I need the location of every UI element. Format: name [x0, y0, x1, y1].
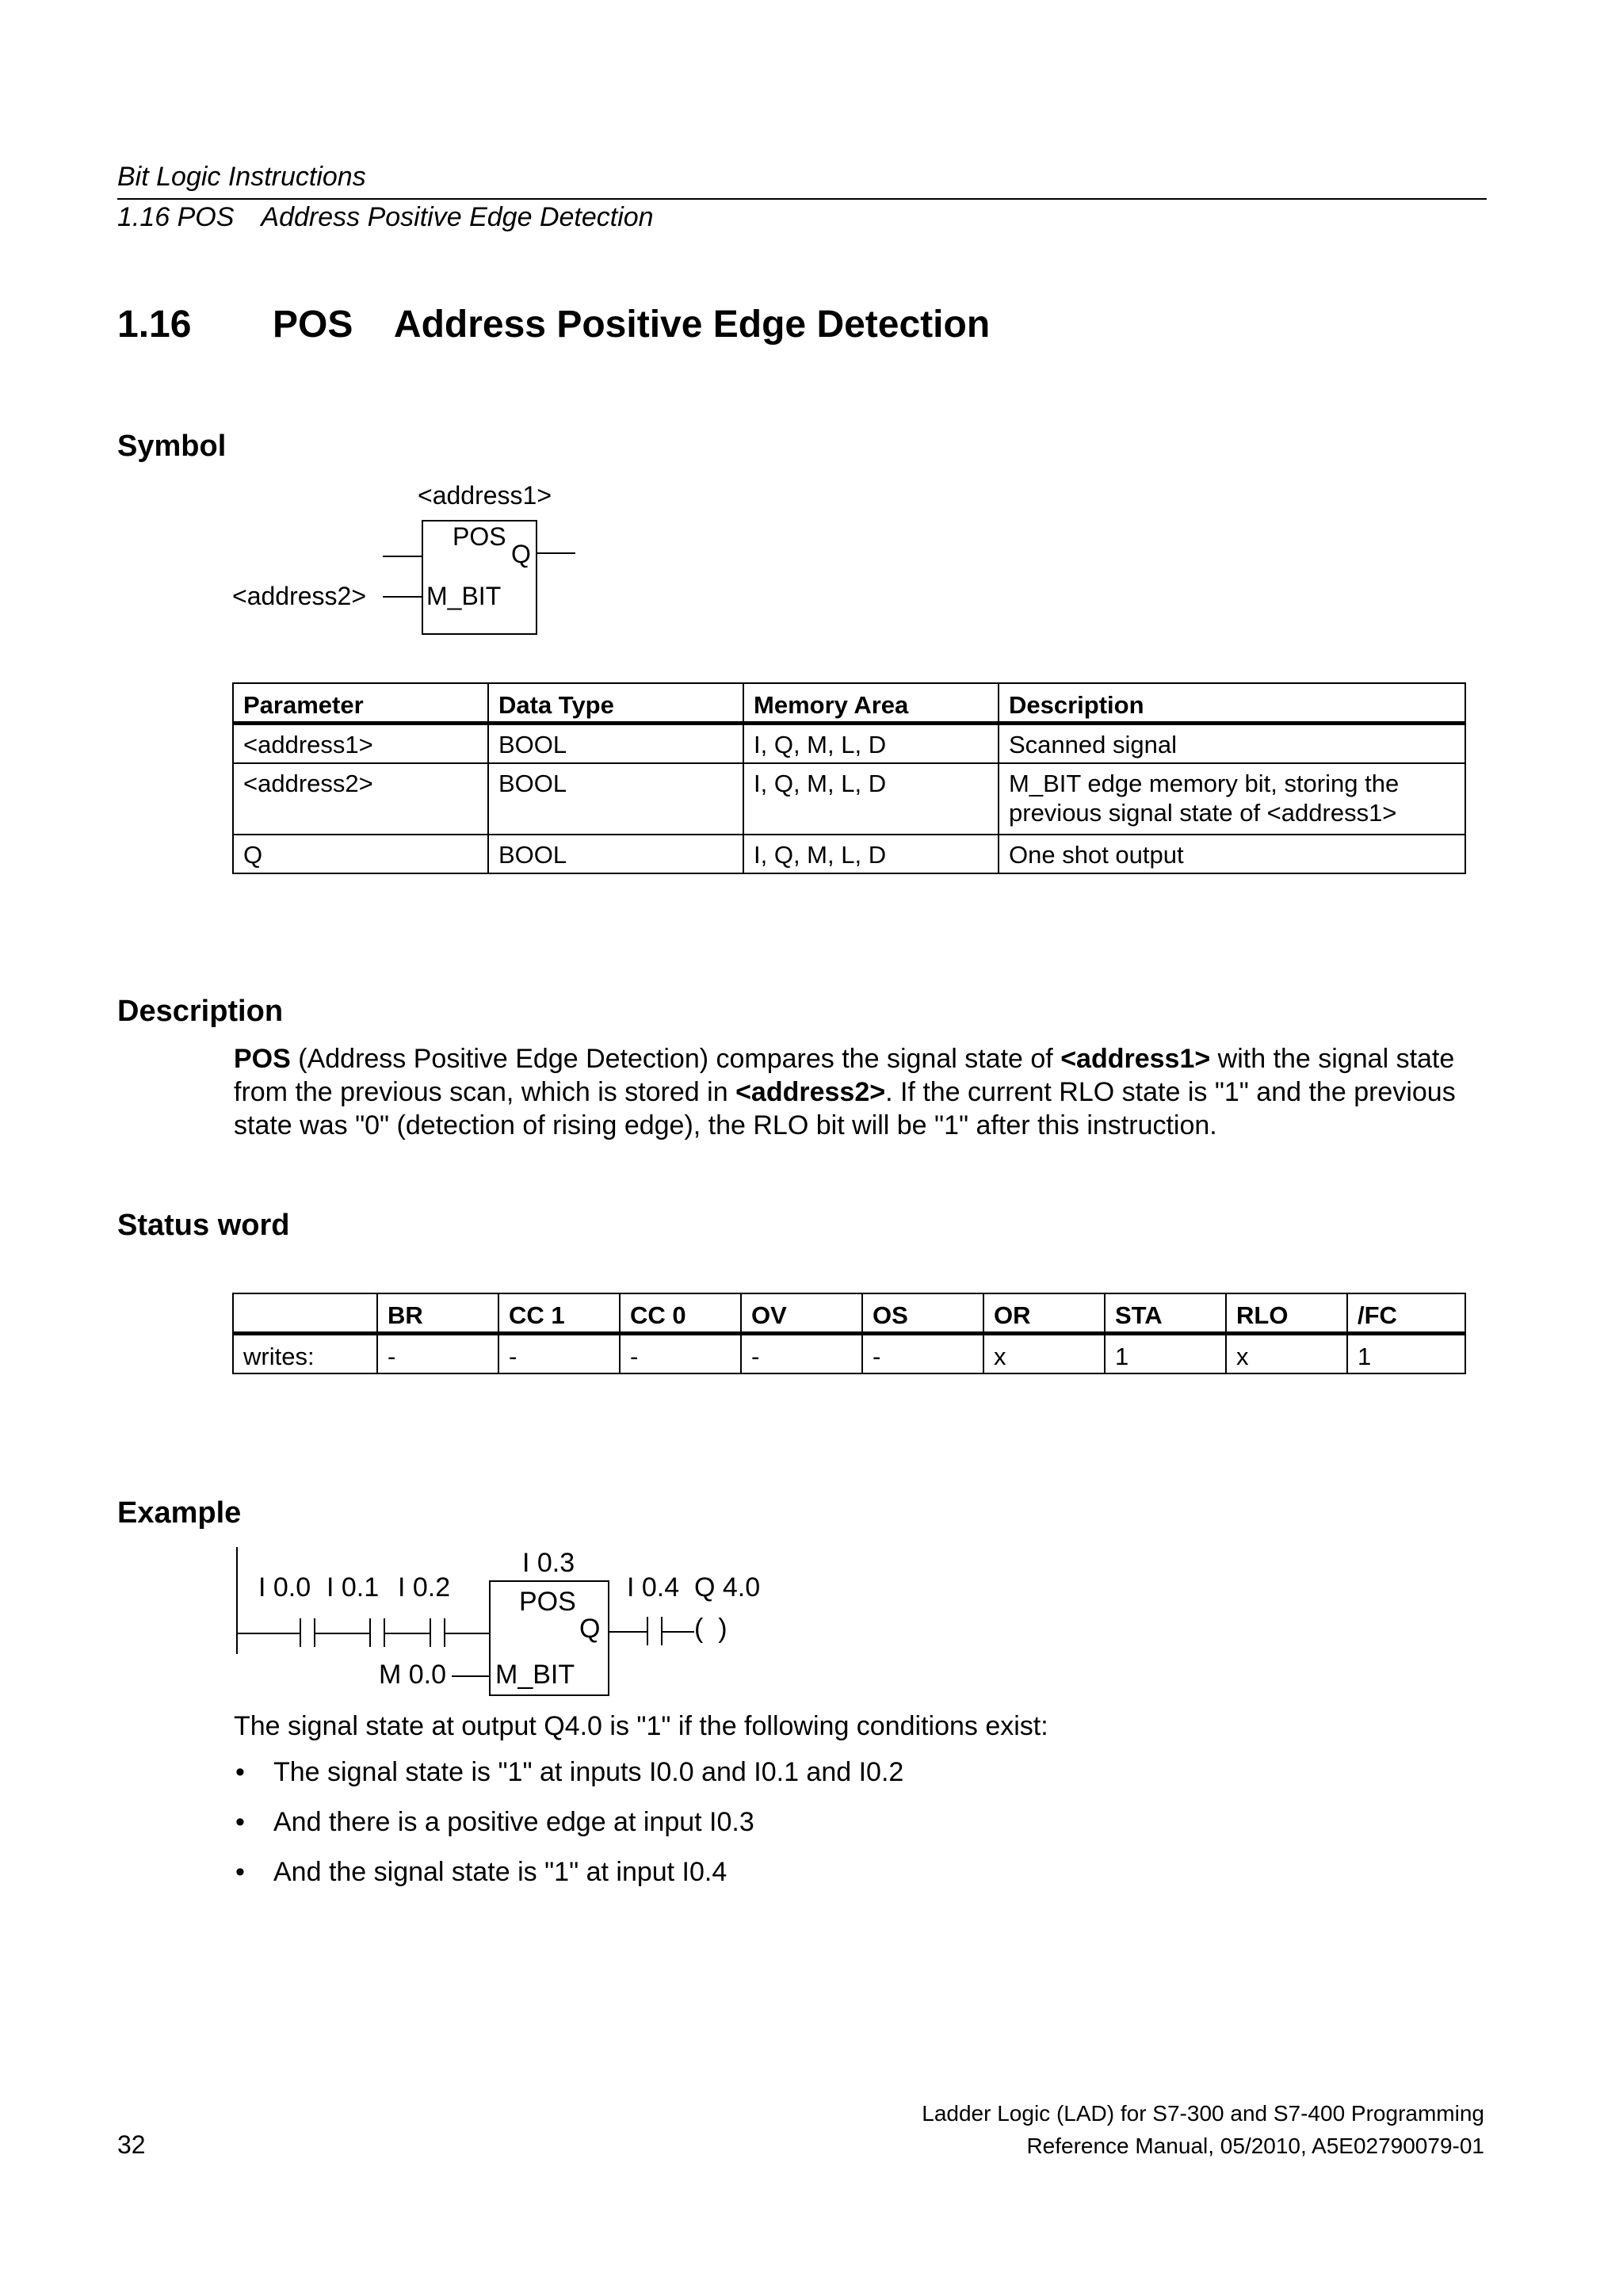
cell-memory-area: I, Q, M, L, D [743, 763, 999, 835]
bullet-dot: • [235, 1857, 245, 1887]
list-item [234, 1855, 903, 1905]
contact-i02-right-plate [444, 1618, 445, 1647]
symbol-address1-label: <address1> [418, 481, 552, 510]
cell-data-type: BOOL [488, 763, 743, 835]
table-row [233, 1334, 1465, 1374]
status-cell-os: - [862, 1334, 983, 1374]
cell-memory-area: I, Q, M, L, D [743, 724, 999, 764]
rung-wire [608, 1631, 647, 1633]
rung-wire [444, 1633, 489, 1634]
cell-data-type: BOOL [488, 835, 743, 873]
status-cell-sta: 1 [1105, 1334, 1226, 1374]
status-col-sta: STA [1105, 1293, 1226, 1334]
section-number: 1.16 [117, 304, 192, 346]
description-heading: Description [117, 995, 284, 1028]
col-parameter: Parameter [233, 683, 488, 724]
contact-i02-left-plate [430, 1618, 431, 1647]
parameter-table-header [233, 683, 1465, 724]
status-cell-cc1: - [498, 1334, 620, 1374]
symbol-heading: Symbol [117, 430, 227, 463]
rung-wire [661, 1631, 694, 1633]
col-data-type: Data Type [488, 683, 743, 724]
cell-description: One shot output [999, 835, 1465, 873]
symbol-pos-title: POS [453, 522, 506, 551]
status-cell-rlo: x [1226, 1334, 1347, 1374]
cell-parameter: <address2> [233, 763, 488, 835]
rung-wire [236, 1633, 300, 1634]
status-word-table [232, 1293, 1466, 1374]
status-cell-label: writes: [233, 1334, 377, 1374]
bullet-dot: • [235, 1757, 245, 1787]
description-pos-term: POS [234, 1044, 291, 1074]
status-word-heading: Status word [117, 1209, 290, 1242]
list-item [234, 1755, 903, 1805]
coil-q40: ( ) [694, 1614, 727, 1644]
cell-description: M_BIT edge memory bit, storing the previous signal state of <address1> [999, 763, 1465, 835]
symbol-output-wire [536, 552, 575, 554]
contact-i04-right-plate [661, 1617, 663, 1645]
col-description: Description [999, 683, 1465, 724]
status-col-br: BR [377, 1293, 498, 1334]
list-item-text: And there is a positive edge at input I0.3 [273, 1807, 754, 1837]
cell-data-type: BOOL [488, 724, 743, 764]
status-col-or: OR [983, 1293, 1105, 1334]
example-mbit-pin: M_BIT [495, 1660, 575, 1690]
example-intro: The signal state at output Q4.0 is "1" if the following conditions exist: [234, 1711, 1048, 1741]
cell-description: Scanned signal [999, 724, 1465, 764]
description-text-3: . If the current RLO state is "1" and the previous state was "0" (detection of rising edge), the RLO bit will be "1" after this instruction. [234, 1077, 1456, 1140]
description-address1-term: <address1> [1060, 1044, 1211, 1074]
running-header-section [117, 201, 654, 233]
cell-parameter: Q [233, 835, 488, 873]
symbol-mbit-wire [383, 596, 422, 598]
contact-label-i04: I 0.4 [627, 1572, 680, 1603]
list-item [234, 1805, 903, 1855]
example-mbit-wire [452, 1675, 489, 1677]
running-header-section-number: 1.16 POS [117, 202, 235, 232]
col-memory-area: Memory Area [743, 683, 999, 724]
status-cell-ov: - [741, 1334, 862, 1374]
contact-label-i01: I 0.1 [327, 1572, 380, 1603]
description-text-2: with the signal state from the previous scan, which is stored in [234, 1044, 1455, 1107]
cell-memory-area: I, Q, M, L, D [743, 835, 999, 873]
status-cell-fc: 1 [1347, 1334, 1465, 1374]
description-address2-term: <address2> [735, 1077, 886, 1107]
symbol-mbit-pin: M_BIT [426, 582, 502, 610]
running-header-chapter: Bit Logic Instructions [117, 162, 366, 192]
rung-wire [384, 1633, 430, 1634]
description-paragraph [234, 1042, 1494, 1142]
status-col-os: OS [862, 1293, 983, 1334]
example-pos-box [489, 1580, 609, 1696]
cell-parameter: <address1> [233, 724, 488, 764]
example-q-label: Q [579, 1614, 601, 1644]
contact-i00-left-plate [300, 1618, 301, 1647]
symbol-input-wire [383, 556, 422, 557]
contact-label-i02: I 0.2 [398, 1572, 451, 1603]
table-row [233, 835, 1465, 873]
footer-manual-reference: Reference Manual, 05/2010, A5E02790079-01 [1026, 2134, 1484, 2158]
example-pos-address: I 0.3 [522, 1548, 575, 1578]
status-col-ov: OV [741, 1293, 862, 1334]
status-cell-or: x [983, 1334, 1105, 1374]
page-number: 32 [117, 2130, 146, 2159]
example-mbit-address: M 0.0 [379, 1660, 447, 1690]
rung-wire [314, 1633, 369, 1634]
status-col-cc1: CC 1 [498, 1293, 620, 1334]
header-rule [117, 198, 1487, 200]
contact-label-i00: I 0.0 [258, 1572, 311, 1603]
ladder-power-rail [236, 1547, 238, 1654]
description-text-1: (Address Positive Edge Detection) compares the signal state of [290, 1044, 1061, 1074]
example-pos-title: POS [519, 1587, 576, 1617]
running-header-section-title: Address Positive Edge Detection [261, 202, 654, 232]
symbol-address2-label: <address2> [232, 582, 367, 610]
parameter-table [232, 682, 1466, 874]
bullet-dot: • [235, 1807, 245, 1837]
coil-label-q40: Q 4.0 [694, 1572, 761, 1603]
status-col-cc0: CC 0 [620, 1293, 741, 1334]
example-heading: Example [117, 1496, 242, 1530]
status-cell-cc0: - [620, 1334, 741, 1374]
section-title: POS Address Positive Edge Detection [273, 304, 991, 346]
contact-i04-left-plate [647, 1617, 648, 1645]
status-col-rlo: RLO [1226, 1293, 1347, 1334]
symbol-q-label: Q [511, 540, 531, 568]
contact-i00-right-plate [314, 1618, 315, 1647]
status-col-fc: /FC [1347, 1293, 1465, 1334]
status-cell-br: - [377, 1334, 498, 1374]
status-word-header [233, 1293, 1465, 1334]
status-col-label [233, 1293, 377, 1334]
footer-manual-title: Ladder Logic (LAD) for S7-300 and S7-400 Programming [922, 2101, 1484, 2126]
contact-i01-right-plate [384, 1618, 385, 1647]
list-item-text: The signal state is "1" at inputs I0.0 and I0.1 and I0.2 [273, 1757, 904, 1787]
table-row [233, 763, 1465, 835]
example-conditions-list [234, 1755, 903, 1905]
contact-i01-left-plate [369, 1618, 371, 1647]
list-item-text: And the signal state is "1" at input I0.4 [273, 1857, 727, 1887]
table-row [233, 724, 1465, 764]
